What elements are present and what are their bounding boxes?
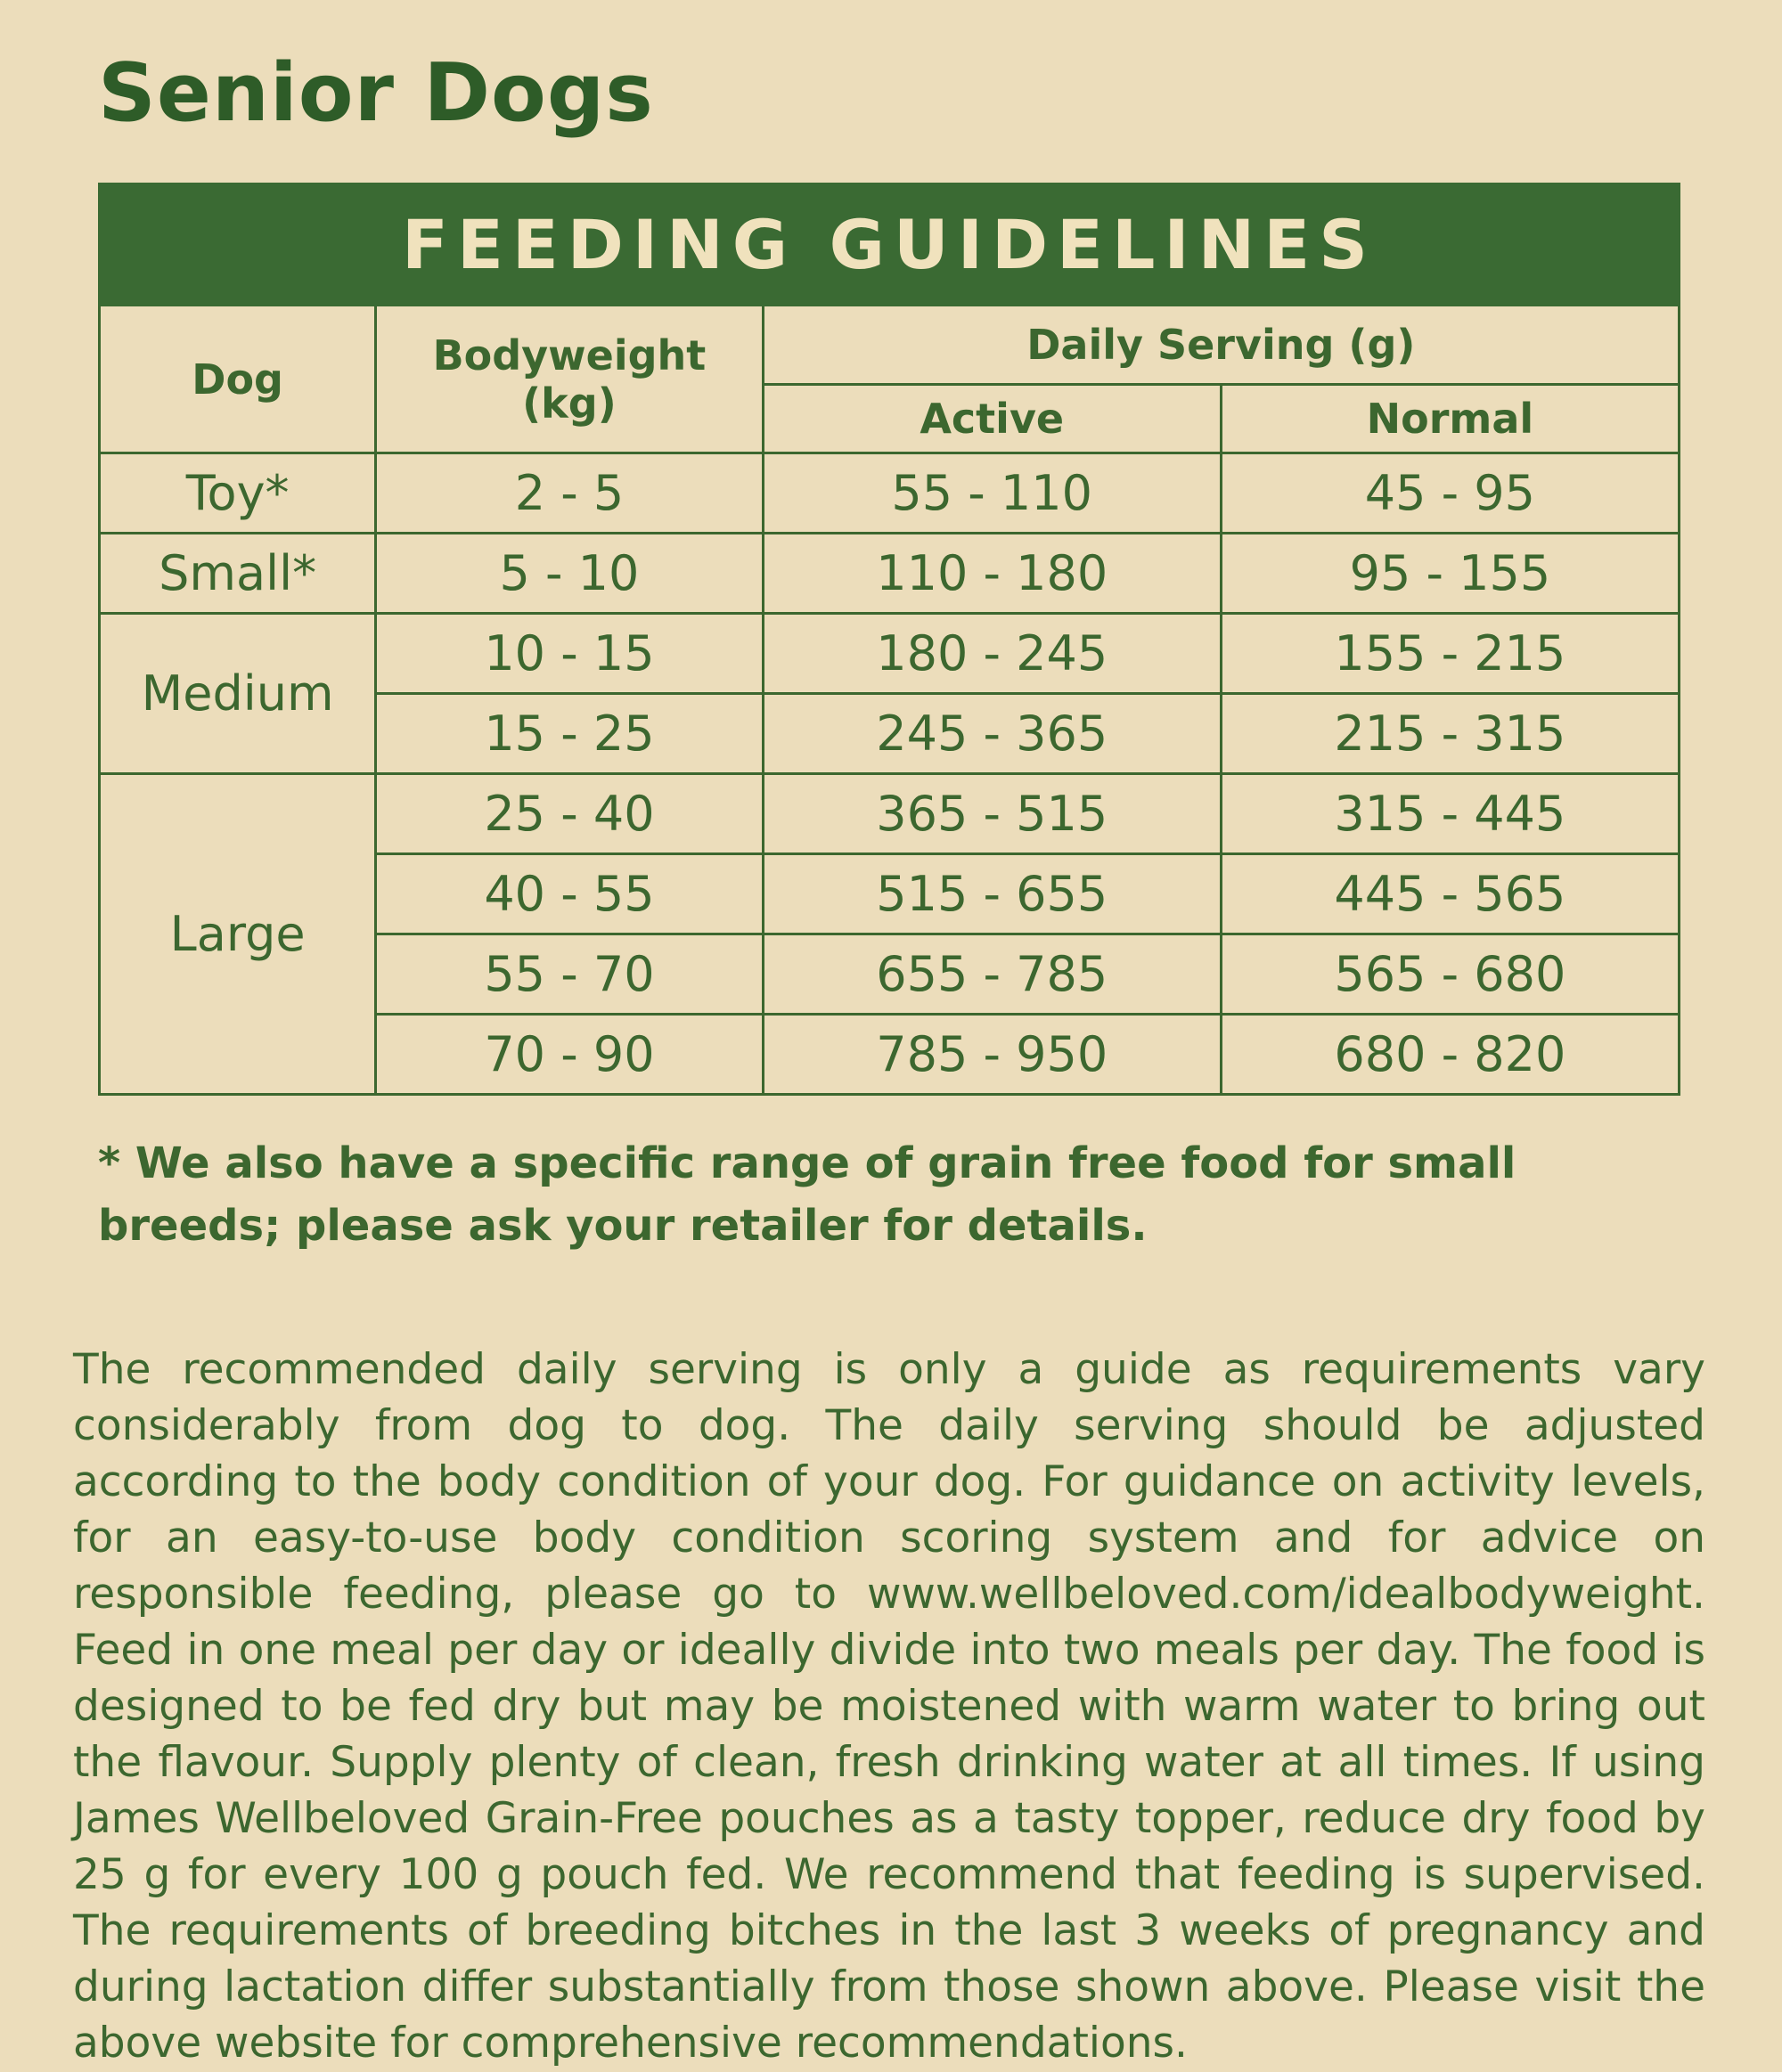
feeding-guidelines-banner: FEEDING GUIDELINES: [100, 184, 1680, 306]
header-normal: Normal: [1221, 385, 1679, 453]
normal-serving-cell: 95 - 155: [1221, 534, 1679, 614]
bodyweight-cell: 5 - 10: [376, 534, 763, 614]
small-breeds-footnote: * We also have a specific range of grain free food for small breeds; please ask your retailer for details.: [98, 1138, 1516, 1251]
header-dog: Dog: [100, 306, 376, 453]
dog-group-cell: Toy*: [100, 453, 376, 534]
normal-serving-cell: 445 - 565: [1221, 854, 1679, 934]
table-row: [100, 774, 1680, 854]
bodyweight-cell: 55 - 70: [376, 934, 763, 1015]
active-serving-cell: 515 - 655: [763, 854, 1221, 934]
bodyweight-cell: 10 - 15: [376, 614, 763, 694]
normal-serving-cell: 45 - 95: [1221, 453, 1679, 534]
bodyweight-cell: 15 - 25: [376, 694, 763, 774]
active-serving-cell: 245 - 365: [763, 694, 1221, 774]
header-row-top: [100, 306, 1680, 385]
normal-serving-cell: 155 - 215: [1221, 614, 1679, 694]
normal-serving-cell: 565 - 680: [1221, 934, 1679, 1015]
active-serving-cell: 365 - 515: [763, 774, 1221, 854]
dog-group-cell: Medium: [100, 614, 376, 774]
dog-group-cell: Small*: [100, 534, 376, 614]
active-serving-cell: 110 - 180: [763, 534, 1221, 614]
table-row: [100, 614, 1680, 694]
bodyweight-cell: 40 - 55: [376, 854, 763, 934]
active-serving-cell: 55 - 110: [763, 453, 1221, 534]
table-row: [100, 534, 1680, 614]
normal-serving-cell: 680 - 820: [1221, 1015, 1679, 1095]
active-serving-cell: 180 - 245: [763, 614, 1221, 694]
feeding-advice-paragraph: The recommended daily serving is only a guide as requirements vary considerably from dog to dog. The daily serving should be adjusted according to the body condition of your dog. For guidance on activity levels, for an easy-to-use body condition scoring system and for advice on responsible feeding, please go to www.wellbeloved.com/idealbodyweight. Feed in one meal per day or ideally divide into two meals per day. The food is designed to be fed dry but may be moistened with warm water to bring out the flavour. Supply plenty of clean, fresh drinking water at all times. If using James Wellbeloved Grain-Free pouches as a tasty topper, reduce dry food by 25 g for every 100 g pouch fed. We recommend that feeding is supervised. The requirements of breeding bitches in the last 3 weeks of pregnancy and during lactation differ substantially from those shown above. Please visit the above website for comprehensive recommendations.: [73, 1345, 1705, 2068]
active-serving-cell: 655 - 785: [763, 934, 1221, 1015]
banner-row: [100, 184, 1680, 306]
feeding-guidelines-table: [98, 183, 1680, 1096]
dog-group-cell: Large: [100, 774, 376, 1095]
table-row: [100, 453, 1680, 534]
header-bodyweight: Bodyweight (kg): [376, 306, 763, 453]
header-active: Active: [763, 385, 1221, 453]
header-daily-serving: Daily Serving (g): [763, 306, 1679, 385]
bodyweight-cell: 70 - 90: [376, 1015, 763, 1095]
page-title: Senior Dogs: [98, 46, 654, 140]
bodyweight-cell: 2 - 5: [376, 453, 763, 534]
bodyweight-cell: 25 - 40: [376, 774, 763, 854]
normal-serving-cell: 215 - 315: [1221, 694, 1679, 774]
normal-serving-cell: 315 - 445: [1221, 774, 1679, 854]
active-serving-cell: 785 - 950: [763, 1015, 1221, 1095]
